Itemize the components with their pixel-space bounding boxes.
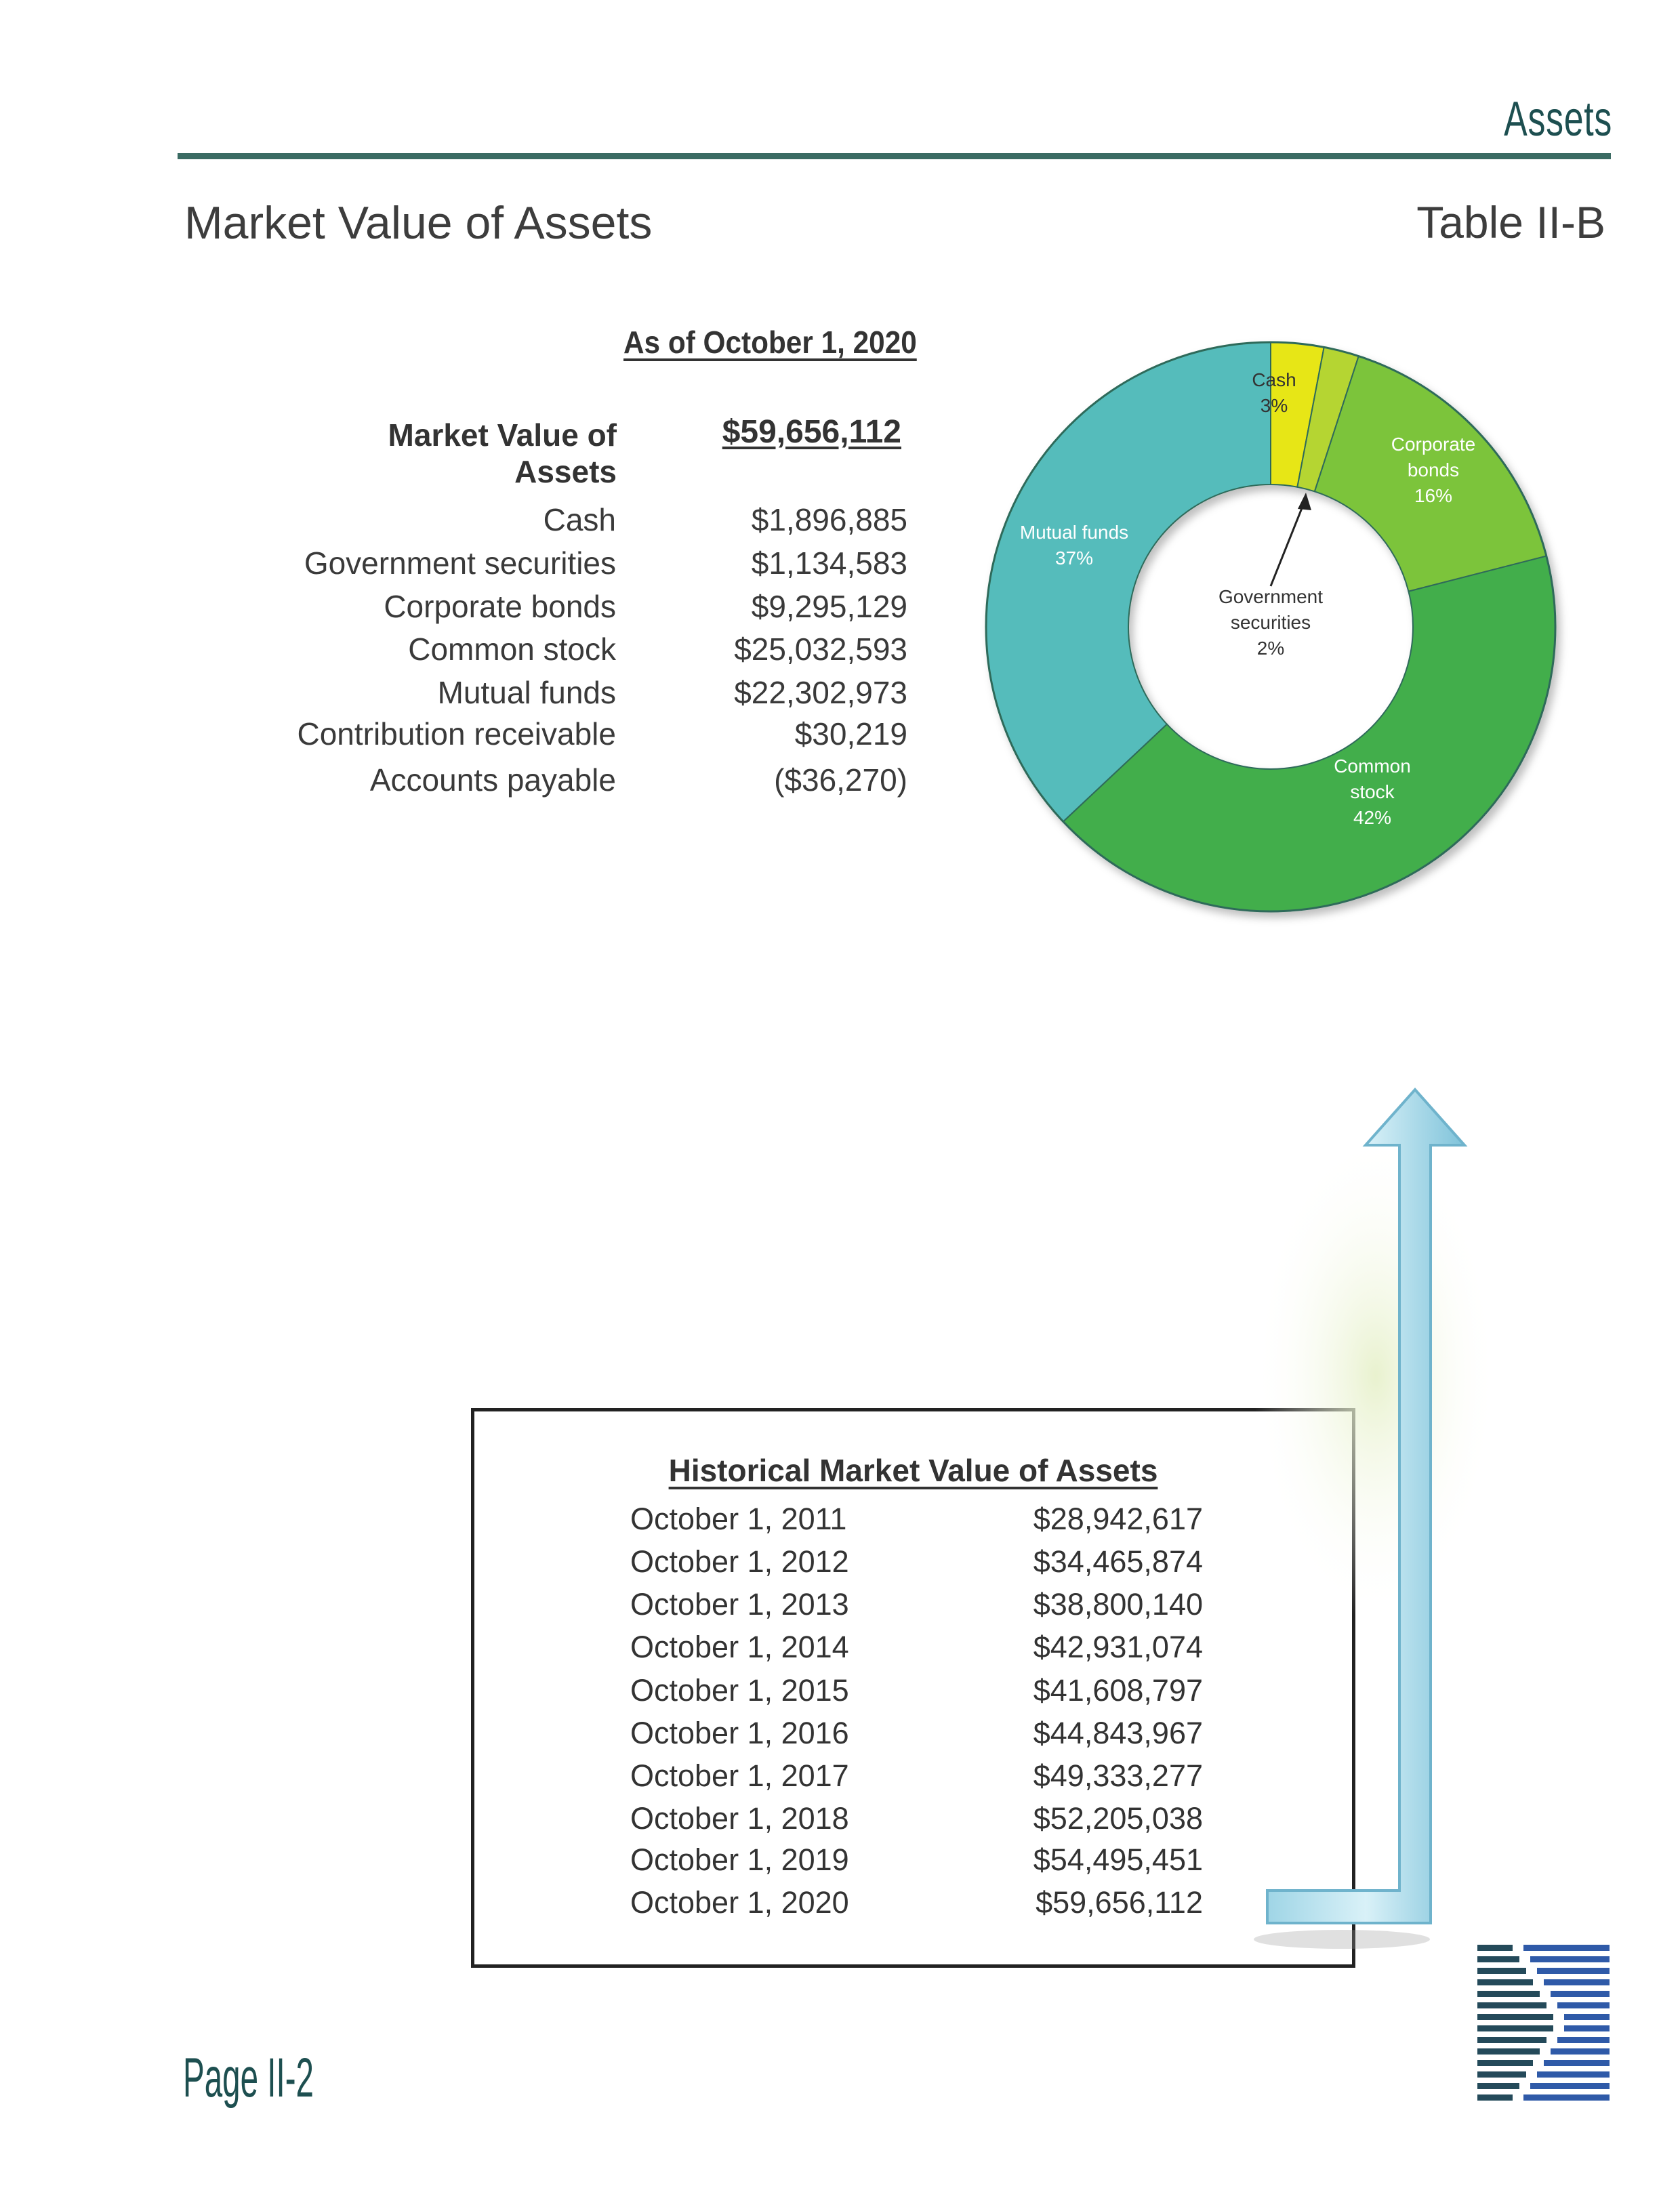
logo-stripe [1477,2037,1546,2043]
company-logo-icon [1477,1939,1610,2109]
logo-stripe [1557,2037,1610,2043]
asset-row-label: Contribution receivable [297,716,616,751]
historical-value: $42,931,074 [1033,1630,1203,1664]
historical-date: October 1, 2011 [630,1502,847,1536]
logo-stripe [1551,1991,1610,1997]
asset-row-label: Accounts payable [369,762,616,798]
historical-title: Historical Market Value of Assets [668,1453,1158,1488]
table-label: Table II-B [1416,197,1605,247]
leader-arrowhead-icon [1298,493,1311,510]
logo-stripe [1477,2083,1519,2089]
header-rule [178,153,1611,159]
logo-stripe [1477,2071,1526,2078]
historical-value: $59,656,112 [1036,1885,1203,1920]
logo-stripe [1477,1956,1519,1962]
asset-row-label: Corporate bonds [384,589,616,624]
asset-allocation-donut-chart [966,335,1576,938]
logo-stripe [1477,2094,1513,2101]
asset-row-label: Common stock [408,632,616,667]
logo-stripe [1477,2002,1546,2008]
historical-values-box [471,1408,1355,1968]
historical-date: October 1, 2015 [630,1673,849,1708]
logo-stripe [1477,1968,1526,1974]
logo-stripe [1477,2025,1553,2031]
historical-date: October 1, 2017 [630,1758,849,1793]
as-of-date-heading: As of October 1, 2020 [623,325,917,360]
historical-date: October 1, 2020 [630,1885,849,1920]
historical-value: $49,333,277 [1033,1758,1203,1793]
historical-date: October 1, 2016 [630,1716,849,1750]
logo-stripe [1564,2014,1610,2020]
donut-slice-label: Common stock 42% [1334,756,1411,828]
asset-row-label: Cash [543,502,616,537]
historical-value: $41,608,797 [1033,1673,1203,1708]
logo-stripe [1557,2002,1610,2008]
logo-stripe [1537,2071,1610,2078]
historical-date: October 1, 2014 [630,1630,849,1664]
government-securities-leader-line [1271,498,1306,586]
logo-stripe [1477,1945,1513,1951]
historical-value: $52,205,038 [1033,1801,1203,1836]
growth-arrow-icon [1247,1084,1498,1958]
historical-value: $44,843,967 [1033,1716,1203,1750]
asset-row-label: Mutual funds [437,675,616,710]
total-assets-value: $59,656,112 [722,414,901,450]
historical-value: $28,942,617 [1033,1502,1203,1536]
logo-stripe [1564,2025,1610,2031]
logo-stripe [1551,2048,1610,2055]
historical-date: October 1, 2018 [630,1801,849,1836]
historical-date: October 1, 2013 [630,1587,849,1622]
logo-stripe [1537,1968,1610,1974]
historical-date: October 1, 2019 [630,1842,849,1877]
asset-row-value: $30,219 [794,716,907,751]
donut-slice-label: Cash 3% [1252,369,1296,416]
asset-row-value: $9,295,129 [751,589,907,624]
historical-date: October 1, 2012 [630,1544,849,1579]
logo-stripe [1544,2060,1610,2066]
donut-slice [986,342,1271,822]
asset-row-value: ($36,270) [774,762,907,798]
logo-stripe [1477,1979,1533,1985]
total-assets-label: Market Value of Assets [388,417,617,489]
logo-stripe [1477,2014,1553,2020]
asset-row-value: $1,896,885 [751,502,907,537]
asset-row-value: $1,134,583 [751,545,907,581]
logo-stripe [1523,2094,1610,2101]
historical-value: $34,465,874 [1033,1544,1203,1579]
logo-stripe [1530,1956,1610,1962]
historical-value: $54,495,451 [1033,1842,1203,1877]
donut-slice-label: Corporate bonds 16% [1391,434,1476,506]
donut-slice-label: Government securities 2% [1218,586,1324,659]
logo-stripe [1477,1991,1540,1997]
logo-stripe [1477,2048,1540,2055]
logo-stripe [1477,2060,1533,2066]
section-title: Assets [1504,92,1612,146]
asset-row-label: Government securities [304,545,616,581]
asset-row-value: $25,032,593 [734,632,907,667]
asset-row-value: $22,302,973 [734,675,907,710]
historical-value: $38,800,140 [1033,1587,1203,1622]
page-number: Page II-2 [183,2047,314,2109]
logo-stripe [1544,1979,1610,1985]
donut-slice-label: Mutual funds 37% [1019,522,1129,569]
page-title: Market Value of Assets [184,197,653,249]
logo-stripe [1523,1945,1610,1951]
logo-stripe [1530,2083,1610,2089]
